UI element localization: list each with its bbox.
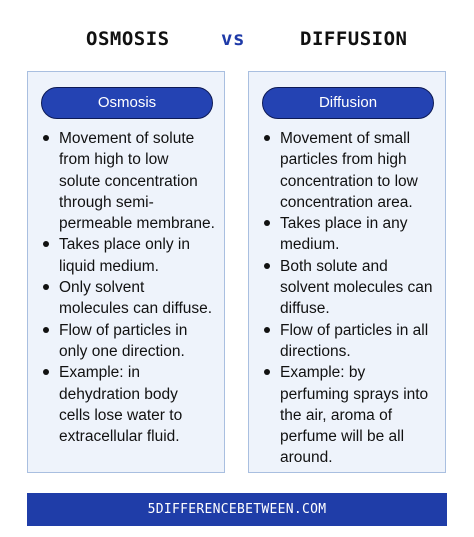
item-line: through semi- [59, 193, 154, 211]
bullet-icon [264, 135, 270, 141]
list-item [28, 234, 226, 277]
diffusion-panel [248, 71, 446, 473]
item-line: Takes place in any [280, 215, 408, 233]
item-line: perfuming sprays into [280, 385, 429, 403]
item-line: only one direction. [59, 342, 185, 360]
item-line: Movement of solute [59, 130, 195, 147]
list-item [249, 256, 447, 320]
list-item [249, 213, 447, 256]
item-line: from high to low [59, 151, 169, 169]
item-line: solute concentration [59, 172, 198, 190]
item-line: molecules can diffuse. [59, 300, 213, 318]
item-line: around. [280, 449, 333, 467]
item-line: concentration area. [280, 193, 413, 211]
bullet-icon [43, 241, 49, 247]
diffusion-list [249, 128, 447, 469]
osmosis-heading: Osmosis [41, 87, 213, 119]
bullet-icon [264, 369, 270, 375]
list-item [28, 277, 226, 320]
list-item [249, 320, 447, 363]
bullet-icon [264, 327, 270, 333]
bullet-icon [43, 284, 49, 290]
bullet-icon [43, 327, 49, 333]
title-right: DIFFUSION [300, 28, 408, 50]
item-line: Example: by [280, 364, 366, 382]
item-line: solvent molecules can [280, 279, 433, 297]
item-line: cells lose water to [59, 406, 183, 424]
item-line: Flow of particles in all [280, 321, 429, 339]
bullet-icon [264, 263, 270, 269]
item-line: Both solute and [280, 257, 388, 275]
title-left: OSMOSIS [86, 28, 170, 50]
item-line: liquid medium. [59, 257, 159, 275]
bullet-icon [43, 135, 49, 141]
item-line: particles from high [280, 151, 407, 169]
list-item [249, 128, 447, 213]
item-line: directions. [280, 342, 351, 360]
item-line: the air, aroma of [280, 406, 393, 424]
item-line: medium. [280, 236, 340, 254]
title-vs: vs [221, 28, 245, 50]
comparison-title [0, 26, 474, 52]
osmosis-panel [27, 71, 225, 473]
item-line: diffuse. [280, 300, 330, 318]
list-item [28, 320, 226, 363]
item-line: perfume will be all [280, 428, 405, 446]
footer-banner: 5DIFFERENCEBETWEEN.COM [27, 493, 447, 526]
bullet-icon [43, 369, 49, 375]
item-line: Example: in [59, 364, 140, 382]
item-line: dehydration body [59, 385, 178, 403]
item-line: permeable membrane. [59, 215, 215, 233]
list-item [28, 128, 226, 234]
diffusion-heading: Diffusion [262, 87, 434, 119]
item-line: Takes place only in [59, 236, 190, 254]
item-line: Only solvent [59, 279, 145, 297]
list-item [249, 362, 447, 468]
item-line: Flow of particles in [59, 321, 188, 339]
bullet-icon [264, 220, 270, 226]
item-line: extracellular fluid. [59, 428, 180, 446]
item-line: Movement of small [280, 130, 411, 147]
list-item [28, 362, 226, 447]
osmosis-list [28, 128, 226, 447]
item-line: concentration to low [280, 172, 418, 190]
